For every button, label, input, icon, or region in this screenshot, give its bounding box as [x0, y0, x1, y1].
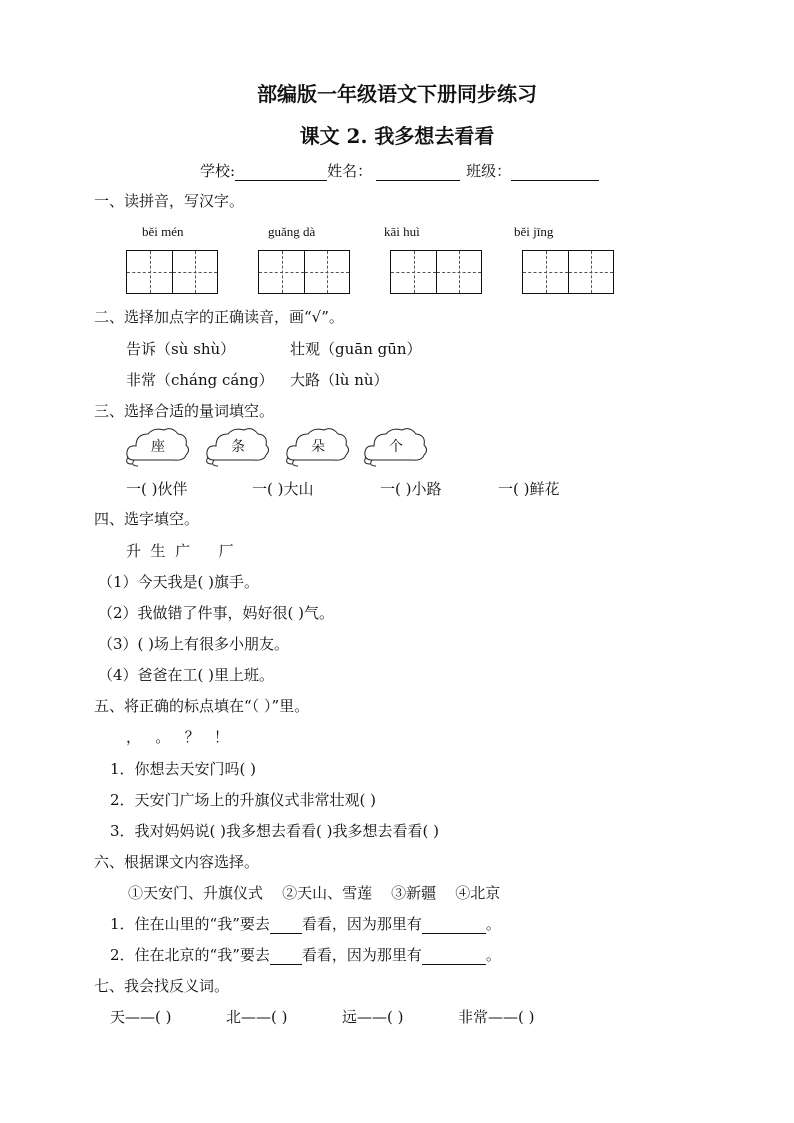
- q4-item-4[interactable]: （4）爸爸在工( )里上班。: [98, 666, 275, 684]
- q6-item-1-end: 。: [485, 915, 501, 933]
- name-field[interactable]: [376, 164, 460, 181]
- q6-item-1-a: 1．住在山里的“我”要去: [110, 915, 270, 933]
- q7-item-3[interactable]: 远——( ): [342, 1008, 404, 1026]
- writing-grid-1[interactable]: [126, 250, 218, 294]
- q6-heading: 六、根据课文内容选择。: [94, 853, 260, 871]
- class-field[interactable]: [511, 164, 599, 181]
- pinyin-1: běi mén: [142, 224, 184, 239]
- writing-grid-3[interactable]: [390, 250, 482, 294]
- pinyin-3: kāi huì: [384, 224, 420, 239]
- lesson-title: 课文 2. 我多想去看看: [299, 124, 495, 148]
- class-label: 班级：: [466, 162, 512, 180]
- page-title: 部编版一年级语文下册同步练习: [257, 82, 537, 106]
- q3-heading: 三、选择合适的量词填空。: [94, 402, 275, 420]
- school-label: 学校:: [200, 162, 236, 180]
- q3-item-3[interactable]: 一( )小路: [380, 480, 442, 498]
- q6-item-1: [110, 913, 501, 934]
- q1-heading: 一、读拼音，写汉字。: [94, 192, 245, 210]
- q6-blank-4[interactable]: [422, 950, 486, 965]
- q5-heading: 五、将正确的标点填在“（ ）”里。: [94, 697, 310, 715]
- q7-item-4[interactable]: 非常——( ): [458, 1008, 535, 1026]
- q4-choices: 升 生 广 厂: [126, 542, 234, 560]
- pinyin-2: guǎng dà: [268, 224, 316, 239]
- q2-item-1[interactable]: 告诉（sù shù）: [126, 340, 236, 358]
- q6-blank-2[interactable]: [422, 919, 486, 934]
- q7-item-2[interactable]: 北——( ): [226, 1008, 288, 1026]
- school-field[interactable]: [235, 164, 327, 181]
- q2-item-2[interactable]: 壮观（guān gūn）: [290, 340, 422, 358]
- cloud-word-4: 个: [389, 439, 403, 455]
- q4-item-2[interactable]: （2）我做错了件事，妈好很( )气。: [98, 604, 335, 622]
- cloud-word-2: 条: [231, 439, 245, 455]
- q5-item-2[interactable]: 2．天安门广场上的升旗仪式非常壮观( ): [110, 791, 377, 809]
- q3-item-2[interactable]: 一( )大山: [252, 480, 314, 498]
- q4-item-3[interactable]: （3）( )场上有很多小朋友。: [98, 635, 290, 653]
- q4-item-1[interactable]: （1）今天我是( )旗手。: [98, 573, 260, 591]
- q5-item-1[interactable]: 1．你想去天安门吗( ): [110, 760, 257, 778]
- cloud-4: [362, 424, 430, 468]
- q6-item-2-b: 看看，因为那里有: [301, 946, 422, 964]
- q5-marks: ， 。 ？ ！: [126, 728, 229, 746]
- q7-item-1[interactable]: 天——( ): [110, 1008, 172, 1026]
- pinyin-4: běi jīng: [514, 224, 554, 239]
- name-label: 姓名：: [327, 162, 373, 180]
- info-line: [200, 160, 599, 181]
- q2-heading: 二、选择加点字的正确读音，画“√”。: [94, 308, 344, 326]
- q3-item-1[interactable]: 一( )伙伴: [126, 480, 188, 498]
- cloud-2: [204, 424, 272, 468]
- q6-options: ①天安门、升旗仪式 ②天山、雪莲 ③新疆 ④北京: [128, 884, 501, 902]
- writing-grid-2[interactable]: [258, 250, 350, 294]
- q4-heading: 四、选字填空。: [94, 510, 200, 528]
- cloud-word-1: 座: [151, 439, 165, 455]
- q7-heading: 七、我会找反义词。: [94, 977, 230, 995]
- cloud-3: [284, 424, 352, 468]
- q2-item-3[interactable]: 非常（cháng cáng）: [126, 371, 274, 389]
- q6-item-2-a: 2．住在北京的“我”要去: [110, 946, 270, 964]
- writing-grid-4[interactable]: [522, 250, 614, 294]
- q6-blank-1[interactable]: [270, 919, 302, 934]
- q5-item-3[interactable]: 3．我对妈妈说( )我多想去看看( )我多想去看看( ): [110, 822, 439, 840]
- q6-item-2-end: 。: [485, 946, 501, 964]
- q6-blank-3[interactable]: [270, 950, 302, 965]
- cloud-word-3: 朵: [311, 439, 325, 455]
- q2-item-4[interactable]: 大路（lù nù）: [290, 371, 389, 389]
- q3-item-4[interactable]: 一( )鲜花: [498, 480, 560, 498]
- q6-item-1-b: 看看，因为那里有: [301, 915, 422, 933]
- q6-item-2: [110, 944, 501, 965]
- cloud-1: [124, 424, 192, 468]
